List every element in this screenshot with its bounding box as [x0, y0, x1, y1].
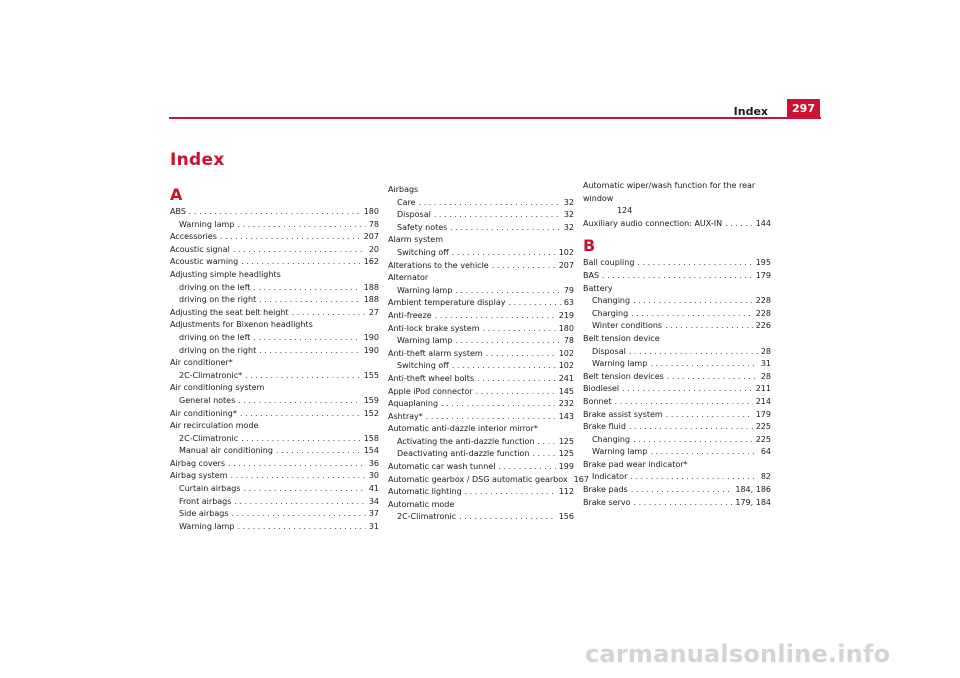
- entry-page: 124: [617, 206, 633, 216]
- dot-leader: [234, 496, 365, 509]
- entry-term: Automatic wiper/wash function for the rear window: [583, 181, 756, 203]
- entry-page: 180: [363, 207, 379, 216]
- section-letter: B: [583, 236, 596, 256]
- entry-page: 188: [363, 282, 379, 292]
- dot-leader: [452, 360, 556, 373]
- entry-term: Anti-lock brake system: [388, 323, 480, 333]
- entry-page: 102: [558, 361, 574, 371]
- dot-leader: [650, 358, 757, 371]
- dot-leader: [602, 270, 753, 283]
- index-subentry: [170, 483, 379, 496]
- entry-term: Airbags: [388, 185, 419, 194]
- index-subentry: [170, 433, 379, 446]
- index-subentry: [388, 335, 574, 348]
- index-column-3: [583, 180, 771, 509]
- entry-page: 179: [755, 270, 771, 280]
- index-subentry: [170, 445, 379, 458]
- index-entry: [170, 206, 379, 219]
- entry-term: Warning lamp: [592, 359, 648, 369]
- index-subentry: [170, 395, 379, 408]
- index-entry: [583, 180, 771, 218]
- index-subentry: [170, 521, 379, 534]
- index-entry: [170, 256, 379, 269]
- index-entry: [583, 484, 771, 497]
- entry-term: Airbag system: [170, 471, 228, 481]
- dot-leader: [243, 483, 365, 496]
- entry-term: Switching off: [397, 247, 449, 257]
- index-entry: [583, 421, 771, 434]
- index-subentry: [583, 358, 771, 371]
- entry-page: 225: [755, 422, 771, 432]
- entry-term: Brake pad wear indicator*: [583, 459, 688, 469]
- entry-term: Adjustments for Bixenon headlights: [170, 320, 313, 330]
- entry-page: 155: [363, 370, 379, 380]
- entry-term: Warning lamp: [179, 219, 235, 229]
- index-entry: [583, 257, 771, 270]
- dot-leader: [241, 256, 361, 269]
- entry-term: Warning lamp: [397, 336, 453, 346]
- entry-term: Airbag covers: [170, 458, 225, 468]
- index-entry: [583, 459, 771, 472]
- dot-leader: [498, 461, 555, 474]
- entry-term: Front airbags: [179, 496, 232, 506]
- dot-leader: [259, 294, 361, 307]
- dot-leader: [245, 370, 361, 383]
- entry-page: 162: [363, 257, 379, 267]
- entry-page: 30: [368, 471, 379, 481]
- index-column-1: [170, 184, 379, 533]
- entry-page: 154: [363, 446, 379, 456]
- index-entry: [583, 333, 771, 346]
- entry-page: 184, 186: [735, 485, 771, 495]
- entry-term: Alternator: [388, 273, 429, 283]
- index-subentry: [170, 508, 379, 521]
- index-entry: [388, 310, 574, 323]
- index-entry: [388, 184, 574, 197]
- entry-term: Air conditioning system: [170, 383, 265, 393]
- entry-term: Changing: [592, 434, 631, 444]
- entry-page: 219: [558, 310, 574, 320]
- index-entry: [170, 470, 379, 483]
- index-entry: [170, 408, 379, 421]
- dot-leader: [634, 497, 733, 510]
- entry-page: 28: [760, 371, 771, 381]
- index-entry: [388, 398, 574, 411]
- index-entry: [388, 297, 574, 310]
- entry-page: 31: [760, 359, 771, 369]
- index-entry: [388, 486, 574, 499]
- index-entry: [583, 218, 771, 231]
- entry-page: 125: [558, 436, 574, 446]
- index-subentry: [170, 370, 379, 383]
- entry-page: 207: [363, 232, 379, 242]
- index-subentry: [583, 434, 771, 447]
- entry-page: 102: [558, 348, 574, 358]
- entry-term: Acoustic signal: [170, 244, 230, 254]
- index-subentry: [388, 209, 574, 222]
- entry-term: Curtain airbags: [179, 484, 241, 494]
- entry-term: Brake fluid: [583, 422, 626, 432]
- index-entry: [388, 234, 574, 247]
- entry-term: Disposal: [592, 346, 626, 356]
- entry-page: 78: [368, 219, 379, 229]
- entry-term: Ashtray*: [388, 411, 423, 421]
- index-entry: [170, 307, 379, 320]
- entry-page: 41: [368, 484, 379, 494]
- entry-term: Aquaplaning: [388, 399, 439, 409]
- entry-term: 2C-Climatronic: [179, 433, 239, 443]
- section-letter: A: [170, 185, 183, 204]
- index-entry: [170, 357, 379, 370]
- index-entry: [388, 411, 574, 424]
- entry-term: Bonnet: [583, 396, 612, 406]
- entry-page: 64: [760, 447, 771, 457]
- index-subentry: [388, 285, 574, 298]
- index-subentry: [170, 345, 379, 358]
- index-entry: [388, 348, 574, 361]
- index-entry: [388, 423, 574, 436]
- entry-term: Biodiesel: [583, 384, 620, 394]
- index-subentry: [170, 219, 379, 232]
- entry-page: 214: [755, 396, 771, 406]
- index-subentry: [388, 222, 574, 235]
- dot-leader: [537, 436, 555, 449]
- index-entry: [388, 260, 574, 273]
- dot-leader: [276, 445, 361, 458]
- entry-term: Automatic mode: [388, 499, 455, 509]
- entry-page: 79: [563, 285, 574, 295]
- entry-term: Warning lamp: [592, 447, 648, 457]
- index-subentry: [388, 360, 574, 373]
- entry-term: ABS: [170, 207, 186, 216]
- entry-term: Brake assist system: [583, 409, 663, 419]
- entry-term: Disposal: [397, 210, 431, 220]
- index-subentry: [388, 247, 574, 260]
- index-subentry: [388, 436, 574, 449]
- index-entry: [170, 420, 379, 433]
- index-entry: [170, 319, 379, 332]
- dot-leader: [665, 320, 753, 333]
- dot-leader: [220, 231, 361, 244]
- entry-term: Indicator: [592, 472, 628, 482]
- dot-leader: [508, 297, 560, 310]
- entry-term: Apple iPod connector: [388, 386, 473, 396]
- dot-leader: [435, 310, 556, 323]
- dot-leader: [465, 486, 556, 499]
- index-entry: [388, 373, 574, 386]
- entry-term: Air recirculation mode: [170, 421, 259, 431]
- entry-term: Air conditioning*: [170, 408, 237, 418]
- dot-leader: [667, 371, 758, 384]
- entry-term: Changing: [592, 296, 631, 306]
- entry-page: 32: [563, 197, 574, 207]
- entry-page: 228: [755, 296, 771, 306]
- index-subentry: [583, 308, 771, 321]
- entry-page: 28: [760, 346, 771, 356]
- index-entry: [170, 269, 379, 282]
- dot-leader: [233, 244, 366, 257]
- dot-leader: [240, 408, 361, 421]
- index-subentry: [170, 496, 379, 509]
- page-number-badge: 297: [787, 99, 820, 118]
- entry-page: 207: [558, 260, 574, 270]
- entry-page: 63: [563, 298, 574, 308]
- entry-term: Care: [397, 197, 416, 207]
- index-entry: [583, 371, 771, 384]
- dot-leader: [259, 345, 361, 358]
- page-title: Index: [170, 150, 225, 170]
- dot-leader: [452, 247, 556, 260]
- entry-term: Automatic anti-dazzle interior mirror*: [388, 424, 538, 434]
- index-entry: [583, 283, 771, 296]
- dot-leader: [650, 446, 757, 459]
- entry-page: 226: [755, 321, 771, 331]
- entry-page: 31: [368, 521, 379, 531]
- entry-term: Brake servo: [583, 497, 631, 507]
- index-subentry: [170, 282, 379, 295]
- entry-term: Belt tension devices: [583, 371, 664, 381]
- index-entry: [583, 396, 771, 409]
- index-entry: [388, 499, 574, 512]
- entry-page: 82: [760, 472, 771, 482]
- dot-leader: [189, 206, 361, 219]
- index-subentry: [583, 320, 771, 333]
- entry-page: 112: [558, 487, 574, 497]
- entry-page: 180: [558, 323, 574, 333]
- entry-page: 167: [573, 474, 589, 484]
- entry-page: 102: [558, 247, 574, 257]
- entry-page: 36: [368, 458, 379, 468]
- entry-term: Deactivating anti-dazzle function: [397, 449, 530, 459]
- entry-page: 158: [363, 433, 379, 443]
- entry-term: Belt tension device: [583, 333, 660, 343]
- index-entry: [388, 272, 574, 285]
- entry-term: Automatic gearbox / DSG automatic gearbox: [388, 474, 568, 484]
- index-subentry: [583, 295, 771, 308]
- entry-page: 145: [558, 386, 574, 396]
- entry-page: 195: [755, 258, 771, 268]
- entry-term: Alterations to the vehicle: [388, 260, 489, 270]
- entry-page: 27: [368, 307, 379, 317]
- entry-term: 2C-Climatronic*: [179, 370, 243, 380]
- entry-term: General notes: [179, 395, 236, 405]
- entry-term: Adjusting the seat belt height: [170, 307, 289, 317]
- index-entry: [388, 474, 589, 487]
- entry-page: 143: [558, 411, 574, 421]
- entry-term: 2C-Climatronic: [397, 512, 457, 522]
- index-entry: [583, 270, 771, 283]
- entry-page: 37: [368, 509, 379, 519]
- entry-page: 125: [558, 449, 574, 459]
- dot-leader: [455, 285, 560, 298]
- entry-term: Charging: [592, 308, 629, 318]
- entry-term: Anti-theft alarm system: [388, 348, 483, 358]
- index-subentry: [388, 511, 574, 524]
- entry-page: 190: [363, 332, 379, 342]
- index-entry: [583, 497, 771, 510]
- dot-leader: [455, 335, 560, 348]
- dot-leader: [241, 433, 361, 446]
- entry-term: Manual air conditioning: [179, 446, 273, 456]
- dot-leader: [725, 218, 753, 231]
- entry-term: Warning lamp: [397, 285, 453, 295]
- dot-leader: [426, 411, 556, 424]
- header-rule: [169, 117, 821, 119]
- dot-leader: [292, 307, 366, 320]
- dot-leader: [238, 395, 360, 408]
- index-entry: [388, 323, 574, 336]
- entry-page: 225: [755, 434, 771, 444]
- dot-leader: [237, 219, 365, 232]
- entry-page: 228: [755, 308, 771, 318]
- entry-term: Switching off: [397, 361, 449, 371]
- entry-term: Safety notes: [397, 222, 448, 232]
- dot-leader: [450, 222, 560, 235]
- index-entry: [170, 244, 379, 257]
- entry-page: 199: [558, 462, 574, 472]
- entry-term: driving on the left: [179, 282, 251, 292]
- entry-term: Winter conditions: [592, 321, 663, 331]
- dot-leader: [532, 448, 555, 461]
- entry-page: 190: [363, 345, 379, 355]
- dot-leader: [622, 383, 753, 396]
- entry-page: 179, 184: [735, 497, 771, 507]
- dot-leader: [253, 332, 360, 345]
- entry-term: Accessories: [170, 232, 217, 242]
- entry-term: Alarm system: [388, 235, 444, 245]
- dot-leader: [630, 471, 757, 484]
- entry-page: 179: [755, 409, 771, 419]
- dot-leader: [237, 521, 365, 534]
- dot-leader: [492, 260, 556, 273]
- dot-leader: [419, 197, 561, 210]
- index-entry: [170, 231, 379, 244]
- entry-term: Adjusting simple headlights: [170, 269, 281, 279]
- entry-page: 32: [563, 222, 574, 232]
- dot-leader: [629, 421, 753, 434]
- dot-leader: [615, 396, 753, 409]
- entry-page: 156: [558, 512, 574, 522]
- entry-page: 144: [755, 218, 771, 228]
- entry-term: Air conditioner*: [170, 358, 233, 368]
- dot-leader: [477, 373, 556, 386]
- dot-leader: [637, 257, 752, 270]
- watermark: carmanualsonline.info: [585, 640, 891, 668]
- entry-term: Activating the anti-dazzle function: [397, 436, 535, 446]
- entry-term: Ball coupling: [583, 258, 635, 268]
- index-entry: [170, 458, 379, 471]
- entry-page: 34: [368, 496, 379, 506]
- entry-page: 232: [558, 399, 574, 409]
- index-entry: [388, 386, 574, 399]
- entry-term: Automatic lighting: [388, 487, 462, 497]
- dot-leader: [631, 484, 733, 497]
- dot-leader: [231, 508, 365, 521]
- index-subentry: [583, 446, 771, 459]
- index-entry: [388, 461, 574, 474]
- header-title: Index: [733, 105, 768, 118]
- dot-leader: [666, 409, 753, 422]
- dot-leader: [633, 434, 753, 447]
- entry-term: BAS: [583, 270, 600, 280]
- dot-leader: [231, 470, 366, 483]
- entry-page: 32: [563, 210, 574, 220]
- entry-page: 241: [558, 373, 574, 383]
- index-subentry: [583, 346, 771, 359]
- index-subentry: [388, 448, 574, 461]
- index-subentry: [388, 197, 574, 210]
- index-column-2: [388, 184, 589, 524]
- dot-leader: [459, 511, 556, 524]
- entry-page: 152: [363, 408, 379, 418]
- entry-term: Battery: [583, 283, 613, 293]
- dot-leader: [434, 209, 561, 222]
- entry-term: Anti-theft wheel bolts: [388, 373, 474, 383]
- entry-term: Acoustic warning: [170, 257, 239, 267]
- dot-leader: [476, 386, 556, 399]
- index-entry: [170, 382, 379, 395]
- entry-page: 78: [563, 336, 574, 346]
- entry-term: driving on the left: [179, 332, 251, 342]
- entry-term: Auxiliary audio connection: AUX-IN: [583, 218, 723, 228]
- index-subentry: [170, 294, 379, 307]
- entry-page: 211: [755, 384, 771, 394]
- dot-leader: [633, 295, 753, 308]
- dot-leader: [253, 282, 360, 295]
- dot-leader: [482, 323, 555, 336]
- entry-term: driving on the right: [179, 295, 257, 305]
- entry-page: 20: [368, 244, 379, 254]
- index-entry: [583, 383, 771, 396]
- dot-leader: [629, 346, 758, 359]
- dot-leader: [486, 348, 556, 361]
- entry-term: Warning lamp: [179, 521, 235, 531]
- entry-term: Side airbags: [179, 509, 229, 519]
- dot-leader: [441, 398, 556, 411]
- dot-leader: [228, 458, 366, 471]
- index-subentry: [170, 332, 379, 345]
- entry-page: 159: [363, 395, 379, 405]
- entry-term: Brake pads: [583, 485, 628, 495]
- entry-page: 188: [363, 295, 379, 305]
- entry-term: Ambient temperature display: [388, 298, 506, 308]
- dot-leader: [631, 308, 753, 321]
- entry-term: Anti-freeze: [388, 310, 432, 320]
- entry-term: driving on the right: [179, 345, 257, 355]
- index-entry: [583, 409, 771, 422]
- index-subentry: [583, 471, 771, 484]
- entry-term: Automatic car wash tunnel: [388, 462, 496, 472]
